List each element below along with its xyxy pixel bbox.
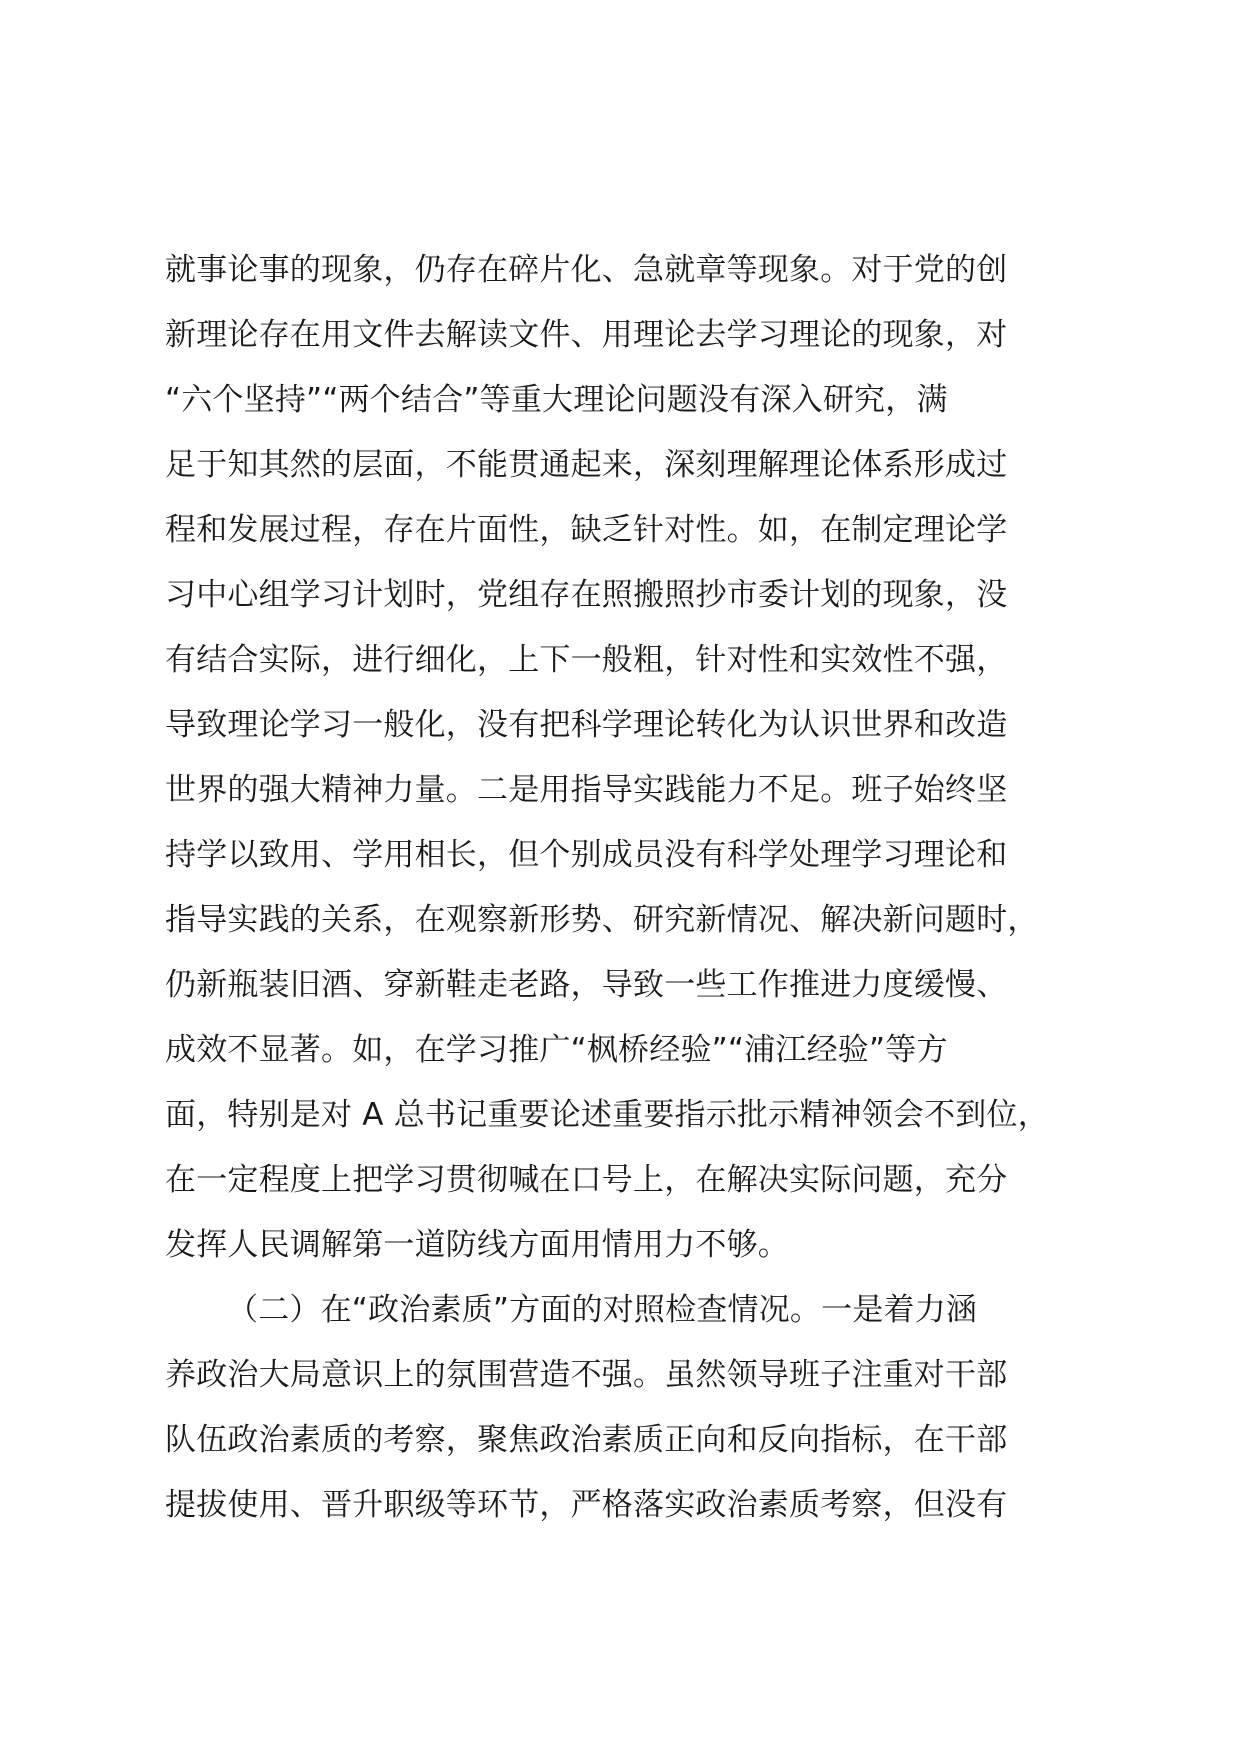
text-line: 习中心组学习计划时，党组存在照搬照抄市委计划的现象，没 [165, 577, 1008, 613]
text-line: 发挥人民调解第一道防线方面用情用力不够。 [165, 1227, 789, 1263]
text-line: 有结合实际，进行细化，上下一般粗，针对性和实效性不强， [165, 642, 1008, 678]
text-line: 程和发展过程，存在片面性，缺乏针对性。如，在制定理论学 [165, 512, 1008, 548]
text-line: 在一定程度上把学习贯彻喊在口号上，在解决实际问题，充分 [165, 1162, 1008, 1198]
text-line: 持学以致用、学用相长，但个别成员没有科学处理学习理论和 [165, 837, 1008, 873]
text-line: 队伍政治素质的考察，聚焦政治素质正向和反向指标，在干部 [165, 1422, 1008, 1458]
body-text [165, 238, 1105, 1538]
text-line: 导致理论学习一般化，没有把科学理论转化为认识世界和改造 [165, 707, 1008, 743]
text-line: 成效不显著。如，在学习推广“枫桥经验”“浦江经验”等方 [165, 1032, 948, 1068]
text-line: 养政治大局意识上的氛围营造不强。虽然领导班子注重对干部 [165, 1357, 1008, 1393]
section-heading-line: （二）在“政治素质”方面的对照检查情况。一是着力涵 [227, 1292, 978, 1328]
text-line: 世界的强大精神力量。二是用指导实践能力不足。班子始终坚 [165, 772, 1008, 808]
text-line: 仍新瓶装旧酒、穿新鞋走老路，导致一些工作推进力度缓慢、 [165, 967, 1008, 1003]
text-line: 指导实践的关系，在观察新形势、研究新情况、解决新问题时， [165, 902, 1039, 938]
text-line: 提拔使用、晋升职级等环节，严格落实政治素质考察，但没有 [165, 1487, 1008, 1523]
text-line: “六个坚持”“两个结合”等重大理论问题没有深入研究，满 [165, 382, 948, 418]
text-line: 新理论存在用文件去解读文件、用理论去学习理论的现象，对 [165, 317, 1008, 353]
text-line: 面，特别是对 A 总书记重要论述重要指示批示精神领会不到位， [165, 1097, 1049, 1133]
text-line: 足于知其然的层面，不能贯通起来，深刻理解理论体系形成过 [165, 447, 1008, 483]
text-line: 就事论事的现象，仍存在碎片化、急就章等现象。对于党的创 [165, 252, 1008, 288]
